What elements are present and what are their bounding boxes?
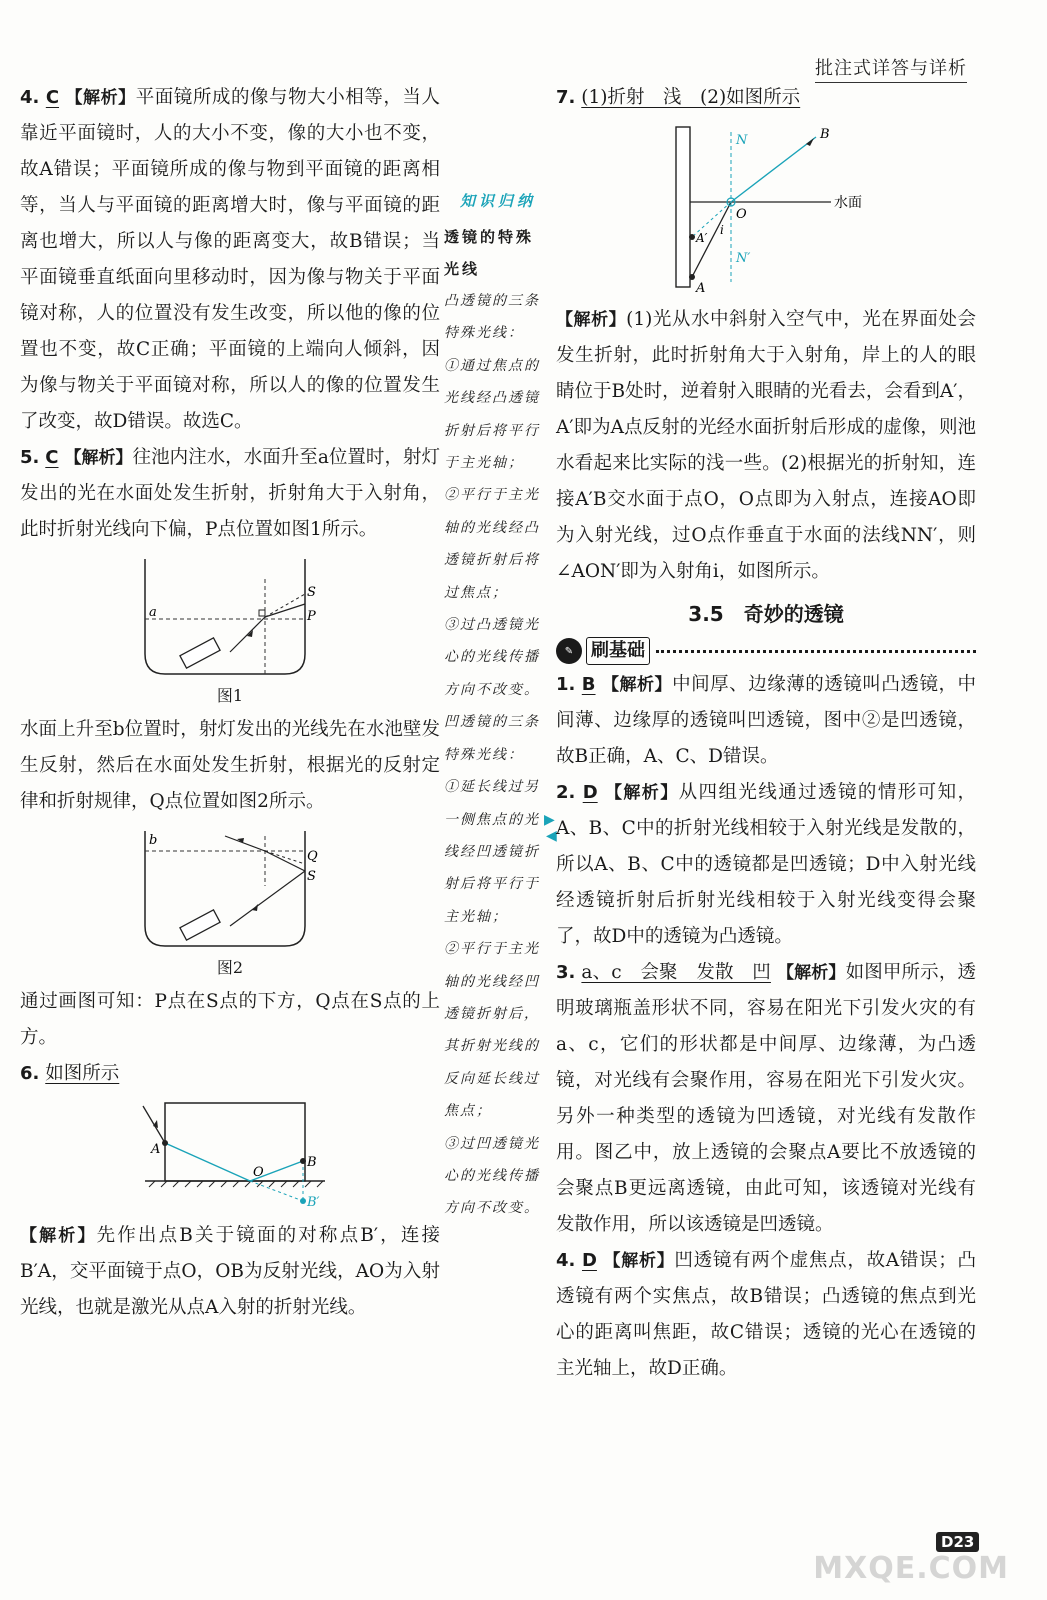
question-7: 7. (1)折射 浅 (2)如图所示 [556,87,801,108]
basic-practice-banner [556,637,976,665]
figure-q6-diagram [125,1098,335,1218]
question-7-analysis: 【解析】(1)光从水中斜射入空气中，光在界面处会发生折射，此时折射角大于入射角，岸上的人的眼睛位于B处时，逆着射入眼睛的光看去，会看到A′，A′即为A点反射的光经水面折射后形成的虚像，则池水看起来比实际的浅一些。(2)根据光的折射知，连接A′B交水面于点O，O点即为入射点，连接AO即为入射光线，过O点作垂直于水面的法线NN′，则∠AON′即为入射角i，如图所示。 [556,309,976,582]
question-4-left: 4. C 【解析】平面镜所成的像与物大小相等，当人靠近平面镜时，人的大小不变，像的大小也不变，故A错误；平面镜所成的像与物到平面镜的距离相等，当人与平面镜的距离增大时，像与平面镜的距离也增大，所以人与像的距离变大，故B错误；当平面镜垂直纸面向里移动时，因为像与物关于平面镜对称，人的位置没有发生改变，所以他的像的位置也不变，故C正确；平面镜的上端向人倾斜，因为像与物关于平面镜对称，所以人的像的位置发生了改变，故D错误。故选C。 [20,87,440,432]
fig2-label-b: b [149,833,158,848]
knowledge-sidebar [444,190,552,1225]
sidebar-heading-1: 透镜的特殊 [444,228,535,246]
fig6-label-b: B [307,1155,317,1170]
sidebar-line: 透镜折射后， [444,1005,540,1022]
sidebar-line: 凸透镜的三条 [444,293,540,309]
sidebar-line: 方向不改变。 [444,681,540,698]
question-1: 1. B 【解析】中间厚、边缘薄的透镜叫凸透镜，中间薄、边缘厚的透镜叫凹透镜，图中②是凹透镜，故B正确，A、C、D错误。 [556,674,977,767]
fig1-label-s: S [307,585,316,600]
running-header: 批注式详答与详析 [815,54,967,83]
right-column [556,80,976,1387]
sidebar-line: ③过凹透镜光 [444,1135,540,1152]
sidebar-line: 凹透镜的三条 [444,714,540,731]
fig7-label-a: A [696,281,706,296]
sidebar-line: 方向不改变。 [444,1200,540,1217]
watermark: MXQE.COM [813,1551,1009,1586]
fig2-label-q: Q [307,849,318,864]
pencil-icon: ✎ [556,638,582,664]
fig7-label-a-prime: A′ [696,231,708,245]
sidebar-line: 于主光轴； [444,455,524,472]
fig7-label-o: O [736,207,747,222]
sidebar-line: ②平行于主光 [444,487,540,504]
fig6-label-a: A [151,1142,161,1157]
sidebar-pointer-left-icon: ▶ [544,812,555,828]
question-2: 2. D 【解析】从四组光线通过透镜的情形可知，A、B、C中的折射光线相较于入射光线是发散的，所以A、B、C中的透镜都是凹透镜；D中入射光线经透镜折射后折射光线相较于入射光线变得会聚了，故D中的透镜为凸透镜。 [556,782,977,947]
question-4-right: 4. D 【解析】凹透镜有两个虚焦点，故A错误；凸透镜有两个实焦点，故B错误；凸透镜的焦点到光心的距离叫焦距，故C错误；透镜的光心在透镜的主光轴上，故D正确。 [556,1250,977,1379]
figure-2-diagram [135,826,325,956]
sidebar-line: ①延长线过另 [444,779,540,796]
fig6-label-b-prime: B′ [307,1195,320,1210]
left-column [20,80,440,1326]
sidebar-line: 心的光线传播 [444,1167,540,1184]
question-3: 3. a、c 会聚 发散 凹 【解析】如图甲所示，透明玻璃瓶盖形状不同，容易在阳光下引发火灾的有a、c，它们的形状都是中间厚、边缘薄，为凸透镜，对光线有会聚作用，容易在阳光下引发火灾。另外一种类型的透镜为凹透镜，对光线有发散作用。图乙中，放上透镜的会聚点A要比不放透镜的会聚点B更远离透镜，由此可知，该透镜对光线有发散作用，所以该透镜是凹透镜。 [556,962,976,1235]
question-5: 5. C 【解析】往池内注水，水面升至a位置时，射灯发出的光在水面处发生折射，折射角大于入射角，此时折射光线向下偏，P点位置如图1所示。 [20,447,441,540]
sidebar-line: 折射后将平行 [444,422,540,439]
figure-2-caption: 图2 [216,958,244,977]
sidebar-heading-2: 光线 [444,260,481,278]
fig7-label-b: B [820,127,830,142]
sidebar-line: 线经凹透镜折 [444,843,540,860]
fig1-label-a: a [149,605,157,620]
fig7-label-n-prime: N′ [736,251,751,266]
sidebar-line: ②平行于主光 [444,941,540,958]
sidebar-line: 透镜折射后将 [444,552,540,569]
question-5-text-2: 水面上升至b位置时，射灯发出的光线先在水池壁发生反射，然后在水面处发生折射，根据光的反射定律和折射规律，Q点位置如图2所示。 [20,719,440,812]
fig6-label-o: O [253,1165,264,1180]
sidebar-line: 特殊光线： [444,746,524,763]
sidebar-line: 心的光线传播 [444,649,540,666]
figure-1-diagram [135,554,325,684]
question-6: 6. 如图所示 [20,1063,120,1084]
sidebar-pointer-right-icon: ◀ [546,828,557,844]
sidebar-line: 主光轴； [444,908,508,925]
sidebar-line: 反向延长线过 [444,1070,540,1087]
sidebar-lines [444,285,552,1225]
question-5-text-3: 通过画图可知：P点在S点的下方，Q点在S点的上方。 [20,991,440,1048]
badge-label: 刷基础 [586,637,650,665]
dotted-divider [656,650,976,653]
figure-q7-diagram [656,122,876,302]
sidebar-line: 特殊光线： [444,325,524,342]
sidebar-line: 过焦点； [444,584,508,601]
fig2-label-s: S [307,869,316,884]
sidebar-line: 轴的光线经凸 [444,519,540,536]
fig1-label-p: P [307,609,316,624]
sidebar-line: ③过凸透镜光 [444,617,540,634]
section-title: 3.5 奇妙的透镜 [688,602,844,626]
figure-1-caption: 图1 [216,686,244,705]
sidebar-line: 一侧焦点的光 [444,811,540,828]
sidebar-line: 射后将平行于 [444,876,540,893]
fig7-label-n: N [736,133,748,148]
sidebar-title: 知识归纳 [459,192,536,210]
fig7-label-water: 水面 [834,195,862,211]
page-number: D23 [936,1532,979,1552]
sidebar-line: 光线经凸透镜 [444,390,540,407]
question-6-analysis: 【解析】先作出点B关于镜面的对称点B′，连接B′A，交平面镜于点O，OB为反射光线，AO为入射光线，也就是激光从点A入射的折射光线。 [20,1225,440,1318]
sidebar-line: 其折射光线的 [444,1038,540,1055]
sidebar-line: 焦点； [444,1103,492,1120]
sidebar-line: ①通过焦点的 [444,357,540,374]
sidebar-line: 轴的光线经凹 [444,973,540,990]
fig7-label-i: i [720,223,724,237]
